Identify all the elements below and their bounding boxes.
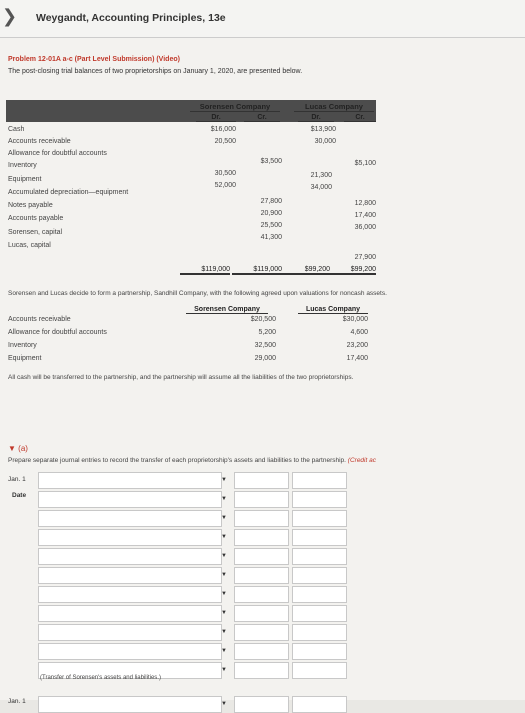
tb-row-label: Sorensen, capital bbox=[8, 229, 63, 236]
tb-total-a-dr: $119,000 bbox=[180, 266, 230, 275]
credit-input[interactable] bbox=[292, 643, 347, 660]
val-company-b: Lucas Company bbox=[298, 306, 368, 314]
account-title-select[interactable] bbox=[38, 586, 222, 603]
tb-row-label: Accumulated depreciation—equipment bbox=[8, 189, 129, 196]
title-bar bbox=[0, 0, 525, 38]
account-title-select[interactable] bbox=[38, 510, 222, 527]
val-cell: $20,500 bbox=[250, 316, 276, 323]
tb-cell: 12,800 bbox=[354, 200, 376, 207]
dropdown-arrow-icon[interactable]: ▼ bbox=[221, 648, 227, 654]
debit-input[interactable] bbox=[234, 491, 289, 508]
credit-input[interactable] bbox=[292, 586, 347, 603]
val-row-label: Equipment bbox=[8, 355, 42, 362]
credit-input[interactable] bbox=[292, 696, 347, 713]
tb-company-b: Lucas Company bbox=[294, 102, 374, 112]
val-row-label: Inventory bbox=[8, 342, 37, 349]
dropdown-arrow-icon[interactable]: ▼ bbox=[221, 629, 227, 635]
val-company-a: Sorensen Company bbox=[186, 306, 268, 314]
credit-input[interactable] bbox=[292, 548, 347, 565]
tb-cell: 34,000 bbox=[310, 184, 332, 191]
account-title-select[interactable] bbox=[38, 567, 222, 584]
dropdown-arrow-icon[interactable]: ▼ bbox=[221, 515, 227, 521]
val-cell: 5,200 bbox=[258, 329, 276, 336]
valuation-note: All cash will be transferred to the partnership, and the partnership will assume all the liabilities of the two proprietorships. bbox=[8, 374, 354, 381]
tb-cell: $5,100 bbox=[354, 160, 376, 167]
val-cell: $30,000 bbox=[342, 316, 368, 323]
tb-row-label: Cash bbox=[8, 126, 25, 133]
val-cell: 32,500 bbox=[254, 342, 276, 349]
book-title: Weygandt, Accounting Principles, 13e bbox=[36, 12, 226, 24]
debit-input[interactable] bbox=[234, 529, 289, 546]
tb-cell: 20,500 bbox=[214, 138, 236, 145]
val-row-label: Allowance for doubtful accounts bbox=[8, 329, 107, 336]
tb-row-label: Accounts payable bbox=[8, 215, 64, 222]
tb-cell: 27,900 bbox=[354, 254, 376, 261]
tb-row-label: Equipment bbox=[8, 176, 42, 183]
tb-b-dr-head: Dr. bbox=[298, 114, 334, 122]
dropdown-arrow-icon[interactable]: ▼ bbox=[221, 553, 227, 559]
tb-cell: $16,000 bbox=[210, 126, 236, 133]
part-a-label: (a) bbox=[18, 444, 28, 453]
account-title-select[interactable] bbox=[38, 529, 222, 546]
credit-input[interactable] bbox=[292, 529, 347, 546]
problem-content bbox=[0, 38, 525, 707]
debit-input[interactable] bbox=[234, 643, 289, 660]
val-cell: 23,200 bbox=[346, 342, 368, 349]
credit-input[interactable] bbox=[292, 510, 347, 527]
tb-cell: 27,800 bbox=[260, 198, 282, 205]
tb-cell: 21,300 bbox=[310, 172, 332, 179]
entry-date-2: Jan. 1 bbox=[8, 698, 26, 705]
tb-company-a: Sorensen Company bbox=[190, 102, 280, 112]
tb-cell: 25,500 bbox=[260, 222, 282, 229]
account-title-select[interactable] bbox=[38, 548, 222, 565]
tb-cell: 52,000 bbox=[214, 182, 236, 189]
account-title-select[interactable] bbox=[38, 643, 222, 660]
debit-input[interactable] bbox=[234, 586, 289, 603]
tb-cell: 30,000 bbox=[314, 138, 336, 145]
debit-input[interactable] bbox=[234, 624, 289, 641]
tb-b-cr-head: Cr. bbox=[344, 114, 376, 122]
tb-row-label: Accounts receivable bbox=[8, 138, 71, 145]
val-cell: 29,000 bbox=[254, 355, 276, 362]
tb-cell: $13,900 bbox=[310, 126, 336, 133]
dropdown-arrow-icon[interactable]: ▼ bbox=[221, 496, 227, 502]
tb-cell: 30,500 bbox=[214, 170, 236, 177]
tb-total-a-cr: $119,000 bbox=[232, 266, 282, 275]
tb-a-dr-head: Dr. bbox=[196, 114, 236, 122]
debit-input[interactable] bbox=[234, 510, 289, 527]
problem-description: The post-closing trial balances of two proprietorships on January 1, 2020, are presented below. bbox=[8, 68, 303, 75]
debit-input[interactable] bbox=[234, 472, 289, 489]
entry-note: (Transfer of Sorensen's assets and liabilities.) bbox=[40, 675, 161, 681]
tb-cell: $3,500 bbox=[260, 158, 282, 165]
part-a-toggle[interactable] bbox=[8, 444, 28, 453]
dropdown-arrow-icon[interactable]: ▼ bbox=[221, 701, 227, 707]
dropdown-arrow-icon[interactable]: ▼ bbox=[221, 591, 227, 597]
credit-input[interactable] bbox=[292, 624, 347, 641]
tb-cell: 17,400 bbox=[354, 212, 376, 219]
dropdown-arrow-icon[interactable]: ▼ bbox=[221, 667, 227, 673]
entry-date-1: Jan. 1 bbox=[8, 476, 26, 483]
credit-input[interactable] bbox=[292, 491, 347, 508]
debit-input[interactable] bbox=[234, 696, 289, 713]
account-title-select[interactable] bbox=[38, 696, 222, 713]
debit-input[interactable] bbox=[234, 605, 289, 622]
credit-input[interactable] bbox=[292, 567, 347, 584]
tb-row-label: Allowance for doubtful accounts bbox=[8, 150, 107, 157]
valuation-sentence: Sorensen and Lucas decide to form a partnership, Sandhill Company, with the following agreed upon valuations for noncash assets. bbox=[8, 290, 387, 297]
tb-cell: 20,900 bbox=[260, 210, 282, 217]
credit-input[interactable] bbox=[292, 662, 347, 679]
part-a-instruction: Prepare separate journal entries to record the transfer of each proprietorship's assets and liabilities to the partnership. (Credit ac bbox=[8, 457, 376, 464]
debit-input[interactable] bbox=[234, 567, 289, 584]
account-title-select[interactable] bbox=[38, 472, 222, 489]
tb-total-b-cr: $99,200 bbox=[326, 266, 376, 275]
date-col-head: Date bbox=[12, 492, 27, 499]
account-title-select[interactable] bbox=[38, 624, 222, 641]
tb-a-cr-head: Cr. bbox=[244, 114, 280, 122]
account-title-select[interactable] bbox=[38, 491, 222, 508]
debit-input[interactable] bbox=[234, 662, 289, 679]
tb-row-label: Lucas, capital bbox=[8, 242, 51, 249]
val-cell: 4,600 bbox=[350, 329, 368, 336]
dropdown-arrow-icon[interactable]: ▼ bbox=[221, 477, 227, 483]
tb-total-b-dr: $99,200 bbox=[280, 266, 330, 275]
account-title-select[interactable] bbox=[38, 605, 222, 622]
back-chevron-icon[interactable]: ❯ bbox=[2, 6, 18, 26]
tb-row-label: Notes payable bbox=[8, 202, 53, 209]
val-row-label: Accounts receivable bbox=[8, 316, 71, 323]
credit-input[interactable] bbox=[292, 472, 347, 489]
tb-cell: 36,000 bbox=[354, 224, 376, 231]
problem-heading[interactable]: Problem 12-01A a-c (Part Level Submission) (Video) bbox=[8, 56, 180, 63]
dropdown-arrow-icon[interactable]: ▼ bbox=[221, 610, 227, 616]
val-cell: 17,400 bbox=[346, 355, 368, 362]
tb-row-label: Inventory bbox=[8, 162, 37, 169]
credit-input[interactable] bbox=[292, 605, 347, 622]
debit-input[interactable] bbox=[234, 548, 289, 565]
dropdown-arrow-icon[interactable]: ▼ bbox=[221, 534, 227, 540]
caret-down-icon: ▼ bbox=[8, 444, 16, 453]
dropdown-arrow-icon[interactable]: ▼ bbox=[221, 572, 227, 578]
tb-cell: 41,300 bbox=[260, 234, 282, 241]
